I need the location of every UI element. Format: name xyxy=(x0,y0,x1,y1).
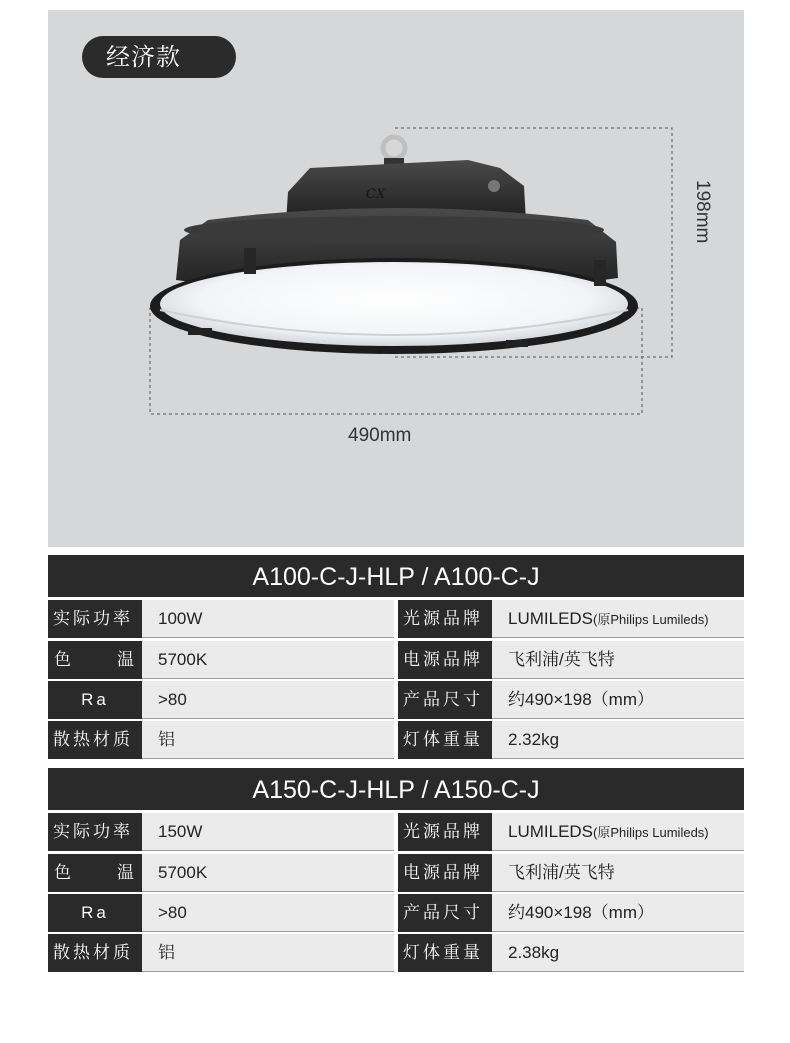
spec-value: 2.38kg xyxy=(508,943,560,962)
spec-row xyxy=(48,600,394,638)
spec-row xyxy=(398,721,744,759)
spec-value-main: LUMILEDS xyxy=(508,822,594,841)
spec-label: 光源品牌 xyxy=(398,600,492,638)
spec-value: 飞利浦/英飞特 xyxy=(508,650,615,669)
spec-value: 约490×198（mm） xyxy=(508,690,654,709)
spec-label-part: 色 xyxy=(54,650,71,670)
spec-label: Ra xyxy=(48,894,142,932)
spec-value xyxy=(508,813,709,851)
spec-value-note: (原Philips Lumileds) xyxy=(593,825,709,840)
spec-row xyxy=(398,641,744,679)
spec-row xyxy=(48,894,394,932)
spec-value: 5700K xyxy=(158,650,208,669)
spec-value: 铝 xyxy=(158,730,175,749)
spec-value: 150W xyxy=(158,822,203,841)
spec-label: Ra xyxy=(48,681,142,719)
economy-badge: 经济款 xyxy=(82,36,236,78)
spec-label: 散热材质 xyxy=(48,721,142,759)
product-hero xyxy=(48,10,744,547)
spec-label-part: 温 xyxy=(117,863,134,883)
spec-label: 产品尺寸 xyxy=(398,894,492,932)
spec-label: 灯体重量 xyxy=(398,934,492,972)
spec-row xyxy=(398,681,744,719)
lamp-lens xyxy=(160,262,628,346)
spec-value: 铝 xyxy=(158,943,175,962)
spec-label: 实际功率 xyxy=(48,813,142,851)
spec-value xyxy=(508,600,709,638)
spec-row xyxy=(398,854,744,892)
height-dimension-label: 198mm xyxy=(692,180,713,244)
spec-row xyxy=(48,854,394,892)
spec-row xyxy=(398,600,744,638)
spec-label: 产品尺寸 xyxy=(398,681,492,719)
spec-label: 散热材质 xyxy=(48,934,142,972)
spec-row xyxy=(48,934,394,972)
spec-label: 灯体重量 xyxy=(398,721,492,759)
spec-row xyxy=(48,641,394,679)
spec-label: 实际功率 xyxy=(48,600,142,638)
spec-label xyxy=(48,854,142,892)
spec-label-part: 色 xyxy=(54,863,71,883)
spec-value: 100W xyxy=(158,609,203,628)
spec-value: >80 xyxy=(158,903,187,922)
spec-row xyxy=(398,934,744,972)
spec-value: 2.32kg xyxy=(508,730,560,749)
highbay-lamp-illustration xyxy=(48,10,744,547)
spec-model-title: A100-C-J-HLP / A100-C-J xyxy=(48,555,744,597)
spec-label: 电源品牌 xyxy=(398,854,492,892)
spec-label: 光源品牌 xyxy=(398,813,492,851)
spec-value: 飞利浦/英飞特 xyxy=(508,863,615,882)
brand-logo: CX xyxy=(366,187,386,202)
spec-value-main: LUMILEDS xyxy=(508,609,594,628)
hanging-ring xyxy=(383,137,405,159)
spec-row xyxy=(398,813,744,851)
spec-label: 电源品牌 xyxy=(398,641,492,679)
spec-row xyxy=(398,894,744,932)
spec-value: 约490×198（mm） xyxy=(508,903,654,922)
spec-model-title: A150-C-J-HLP / A150-C-J xyxy=(48,768,744,810)
spec-row xyxy=(48,681,394,719)
spec-label-part: 温 xyxy=(117,650,134,670)
spec-value: >80 xyxy=(158,690,187,709)
spec-value: 5700K xyxy=(158,863,208,882)
spec-row xyxy=(48,721,394,759)
spec-row xyxy=(48,813,394,851)
spec-value-note: (原Philips Lumileds) xyxy=(593,612,709,627)
spec-label xyxy=(48,641,142,679)
width-dimension-label: 490mm xyxy=(348,425,412,446)
